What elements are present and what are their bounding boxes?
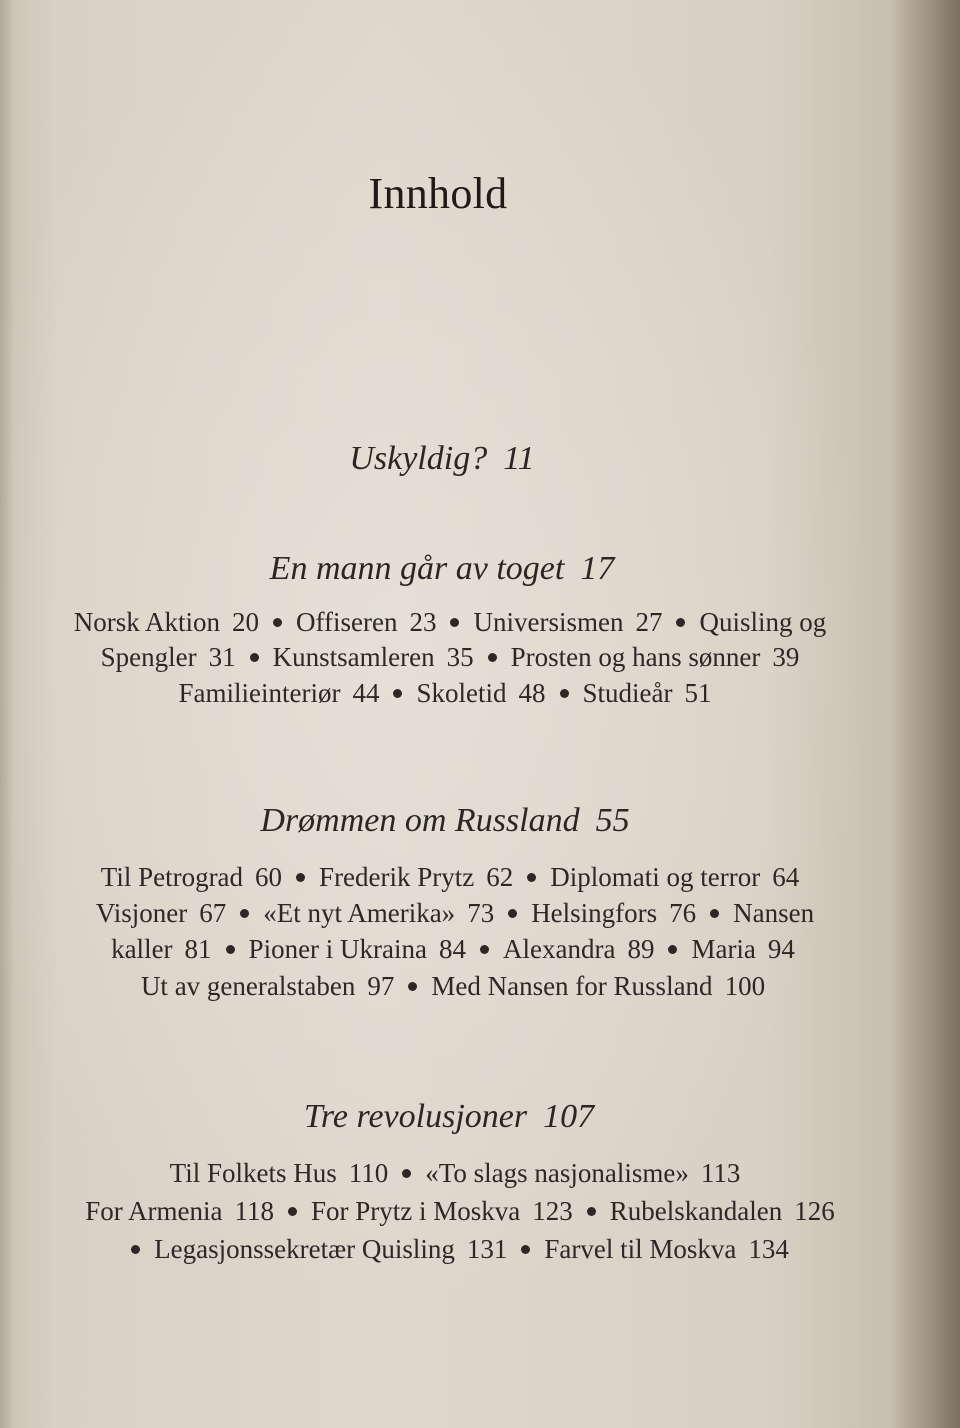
section-page-number: 44 bbox=[352, 678, 380, 708]
section-page-number: 51 bbox=[684, 678, 712, 708]
bullet-separator bbox=[250, 653, 259, 662]
section-line bbox=[0, 607, 900, 638]
bullet-separator bbox=[131, 1245, 140, 1254]
section-page-number: 110 bbox=[348, 1158, 389, 1188]
bullet-separator bbox=[408, 982, 417, 991]
section-page-number: 76 bbox=[669, 898, 697, 928]
bullet-separator bbox=[273, 618, 282, 627]
section-page-number: 35 bbox=[446, 642, 474, 672]
bullet-separator bbox=[393, 689, 402, 698]
section-title: kaller bbox=[111, 934, 173, 964]
section-page-number: 123 bbox=[532, 1196, 573, 1226]
section-page-number: 39 bbox=[772, 642, 800, 672]
section-page-number: 62 bbox=[486, 862, 514, 892]
section-line bbox=[0, 862, 900, 893]
section-title: «Et nyt Amerika» bbox=[263, 898, 456, 928]
section-title: Quisling og bbox=[699, 607, 827, 637]
section-line bbox=[0, 1234, 920, 1265]
section-line bbox=[0, 898, 910, 929]
bullet-separator bbox=[668, 945, 677, 954]
section-page-number: 48 bbox=[518, 678, 546, 708]
section-page-number: 131 bbox=[466, 1234, 508, 1264]
chapter-page-number: 11 bbox=[503, 440, 535, 477]
bullet-separator bbox=[676, 618, 685, 627]
section-title: Til Folkets Hus bbox=[169, 1158, 337, 1188]
chapter-title: En mann går av toget bbox=[269, 550, 565, 587]
bullet-separator bbox=[288, 1207, 297, 1216]
section-title: Rubelskandalen bbox=[609, 1196, 783, 1226]
bullet-separator bbox=[296, 873, 305, 882]
bullet-separator bbox=[240, 909, 249, 918]
section-title: Visjoner bbox=[95, 898, 188, 928]
section-line bbox=[0, 1158, 910, 1189]
section-title: Offiseren bbox=[296, 607, 398, 637]
bullet-separator bbox=[587, 1207, 596, 1216]
section-title: For Prytz i Moskva bbox=[311, 1196, 521, 1226]
bullet-separator bbox=[508, 909, 517, 918]
section-title: Ut av generalstaben bbox=[140, 971, 356, 1001]
section-page-number: 81 bbox=[184, 934, 212, 964]
section-page-number: 126 bbox=[794, 1196, 835, 1226]
chapter-title: Uskyldig? bbox=[349, 440, 488, 477]
section-page-number: 67 bbox=[199, 898, 227, 928]
bullet-separator bbox=[710, 909, 719, 918]
bullet-separator bbox=[402, 1169, 411, 1178]
section-title: «To slags nasjonalisme» bbox=[425, 1158, 689, 1188]
bullet-separator bbox=[488, 653, 497, 662]
section-page-number: 97 bbox=[367, 971, 395, 1001]
chapter-title: Tre revolusjoner bbox=[303, 1098, 528, 1135]
bullet-separator bbox=[527, 873, 536, 882]
section-title: Alexandra bbox=[503, 934, 616, 964]
chapter-title: Drømmen om Russland bbox=[260, 802, 580, 839]
section-page-number: 20 bbox=[232, 607, 260, 637]
section-title: Studieår bbox=[582, 678, 673, 708]
section-page-number: 89 bbox=[627, 934, 655, 964]
section-line bbox=[0, 642, 900, 673]
bullet-separator bbox=[226, 945, 235, 954]
chapter-heading bbox=[0, 440, 884, 478]
section-page-number: 84 bbox=[439, 934, 466, 964]
section-title: Til Petrograd bbox=[100, 862, 244, 892]
section-title: Frederik Prytz bbox=[319, 862, 475, 892]
section-title: Norsk Aktion bbox=[73, 607, 221, 637]
section-title: Familieinteriør bbox=[178, 678, 341, 708]
section-page-number: 113 bbox=[700, 1158, 741, 1188]
section-page-number: 134 bbox=[748, 1234, 789, 1264]
section-page-number: 23 bbox=[409, 607, 437, 637]
bullet-separator bbox=[560, 689, 569, 698]
section-title: Nansen bbox=[733, 898, 815, 928]
chapter-page-number: 107 bbox=[543, 1098, 595, 1135]
section-title: Helsingfors bbox=[531, 898, 658, 928]
section-title: Diplomati og terror bbox=[550, 862, 761, 892]
section-page-number: 64 bbox=[772, 862, 800, 892]
bullet-separator bbox=[480, 945, 489, 954]
chapter-page-number: 55 bbox=[595, 802, 630, 839]
section-title: Skoletid bbox=[416, 678, 507, 708]
section-title: Spengler bbox=[100, 642, 197, 672]
section-title: Maria bbox=[691, 934, 756, 964]
section-page-number: 73 bbox=[467, 898, 495, 928]
section-title: Kunstsamleren bbox=[272, 642, 435, 672]
section-title: For Armenia bbox=[85, 1196, 223, 1226]
section-line bbox=[0, 678, 890, 709]
section-title: Farvel til Moskva bbox=[544, 1234, 737, 1264]
chapter-heading bbox=[0, 550, 884, 588]
section-page-number: 27 bbox=[635, 607, 663, 637]
bullet-separator bbox=[521, 1245, 530, 1254]
page-title: Innhold bbox=[368, 169, 508, 218]
section-page-number: 60 bbox=[255, 862, 283, 892]
section-page-number: 118 bbox=[234, 1196, 274, 1226]
section-title: Prosten og hans sønner bbox=[510, 642, 761, 672]
bullet-separator bbox=[450, 618, 459, 627]
section-title: Legasjonssekretær Quisling bbox=[154, 1234, 455, 1264]
section-title: Universismen bbox=[473, 607, 624, 637]
section-page-number: 94 bbox=[767, 934, 795, 964]
section-page-number: 100 bbox=[724, 971, 766, 1001]
section-line bbox=[0, 934, 906, 965]
section-title: Med Nansen for Russland bbox=[431, 971, 713, 1001]
chapter-page-number: 17 bbox=[580, 550, 615, 587]
section-page-number: 31 bbox=[208, 642, 236, 672]
chapter-heading bbox=[0, 802, 890, 840]
chapter-heading bbox=[0, 1098, 898, 1136]
section-line bbox=[0, 971, 906, 1002]
section-line bbox=[0, 1196, 920, 1227]
section-title: Pioner i Ukraina bbox=[248, 934, 427, 964]
